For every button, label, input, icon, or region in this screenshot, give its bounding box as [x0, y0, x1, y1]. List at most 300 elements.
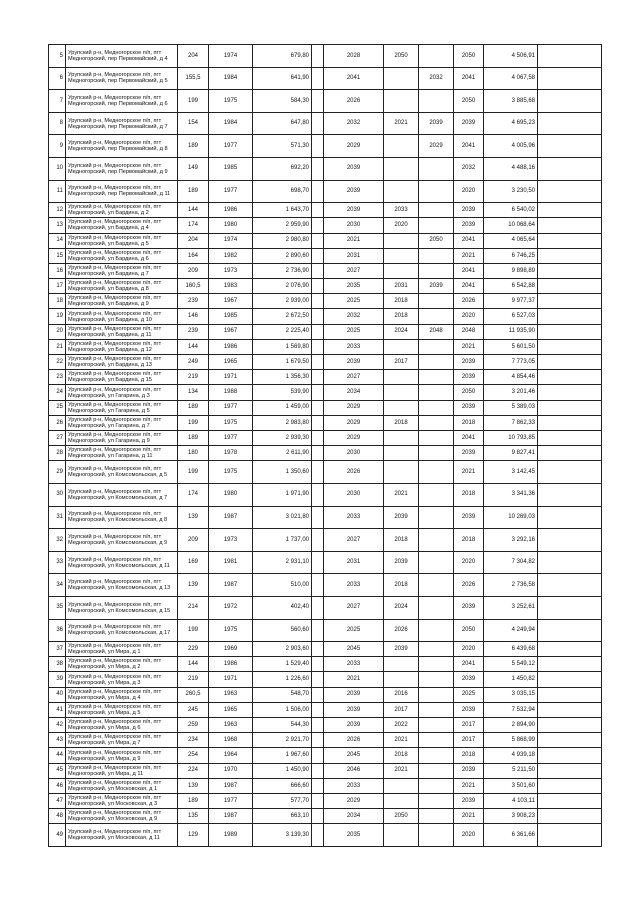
row-number: 39	[49, 672, 66, 687]
area-code-cell: 160,5	[178, 279, 209, 294]
area-cell: 2 983,80	[253, 415, 312, 430]
empty-cell	[538, 778, 602, 793]
table-row	[49, 294, 602, 309]
area-code-cell: 174	[178, 218, 209, 233]
year-cell: 1977	[209, 793, 253, 808]
year-col-2-cell	[384, 778, 419, 793]
empty-cell	[312, 446, 324, 461]
table-row	[49, 263, 602, 278]
empty-cell	[538, 446, 602, 461]
area-code-cell: 144	[178, 657, 209, 672]
table-row	[49, 687, 602, 702]
area-cell: 1 643,70	[253, 203, 312, 218]
row-number: 10	[49, 157, 66, 180]
address-cell: Урупский р-н, Медногорское п/п, пгт Медногорский, пер Первомайский, д 7	[66, 112, 178, 135]
row-number: 46	[49, 778, 66, 793]
year-col-4-cell: 2041	[454, 279, 484, 294]
address-cell: Урупский р-н, Медногорское п/п, пгт Медногорский, ул Мира, д 3	[66, 672, 178, 687]
value-cell: 3 292,16	[484, 529, 538, 552]
row-number: 37	[49, 642, 66, 657]
year-col-1-cell: 2045	[324, 748, 384, 763]
year-col-2-cell: 2024	[384, 324, 419, 339]
address-cell: Урупский р-н, Медногорское п/п, пгт Медногорский, ул Гагарина, д 9	[66, 430, 178, 445]
value-cell: 6 527,03	[484, 309, 538, 324]
row-number: 20	[49, 324, 66, 339]
area-code-cell: 254	[178, 748, 209, 763]
area-code-cell: 199	[178, 90, 209, 113]
year-cell: 1974	[209, 45, 253, 68]
area-cell: 666,60	[253, 778, 312, 793]
value-cell: 3 252,61	[484, 596, 538, 619]
empty-cell	[312, 135, 324, 158]
address-cell: Урупский р-н, Медногорское п/п, пгт Медногорский, ул Бардина, д 12	[66, 339, 178, 354]
empty-cell	[312, 483, 324, 506]
area-cell: 577,70	[253, 793, 312, 808]
empty-cell	[538, 718, 602, 733]
area-cell: 1 971,90	[253, 483, 312, 506]
year-cell: 1970	[209, 763, 253, 778]
value-cell: 6 542,88	[484, 279, 538, 294]
year-col-1-cell: 2025	[324, 294, 384, 309]
row-number: 44	[49, 748, 66, 763]
table-row	[49, 203, 602, 218]
address-cell: Урупский р-н, Медногорское п/п, пгт Медногорский, ул Комсомольская, д 9	[66, 529, 178, 552]
year-col-2-cell: 2018	[384, 574, 419, 597]
year-col-1-cell: 2025	[324, 619, 384, 642]
year-cell: 1972	[209, 596, 253, 619]
year-col-4-cell: 2025	[454, 687, 484, 702]
empty-cell	[538, 294, 602, 309]
value-cell: 9 827,41	[484, 446, 538, 461]
empty-cell	[312, 309, 324, 324]
year-col-2-cell: 2021	[384, 763, 419, 778]
empty-cell	[538, 90, 602, 113]
empty-cell	[538, 248, 602, 263]
value-cell: 1 450,82	[484, 672, 538, 687]
year-col-2-cell	[384, 657, 419, 672]
value-cell: 4 067,58	[484, 67, 538, 90]
address-cell: Урупский р-н, Медногорское п/п, пгт Медногорский, ул Мира, д 7	[66, 733, 178, 748]
row-number: 41	[49, 702, 66, 717]
empty-cell	[312, 733, 324, 748]
table-row	[49, 90, 602, 113]
value-cell: 7 773,05	[484, 355, 538, 370]
year-col-2-cell: 2018	[384, 294, 419, 309]
row-number: 5	[49, 45, 66, 68]
empty-cell	[538, 233, 602, 248]
table-row	[49, 355, 602, 370]
address-cell: Урупский р-н, Медногорское п/п, пгт Медногорский, ул Гагарина, д 7	[66, 415, 178, 430]
value-cell: 9 977,37	[484, 294, 538, 309]
row-number: 9	[49, 135, 66, 158]
area-code-cell: 139	[178, 506, 209, 529]
row-number: 28	[49, 446, 66, 461]
area-code-cell: 189	[178, 793, 209, 808]
address-cell: Урупский р-н, Медногорское п/п, пгт Медногорский, ул Бардина, д 13	[66, 355, 178, 370]
year-col-3-cell: 2039	[419, 279, 454, 294]
empty-cell	[538, 385, 602, 400]
year-col-3-cell	[419, 619, 454, 642]
year-col-3-cell: 2039	[419, 112, 454, 135]
value-cell: 11 935,90	[484, 324, 538, 339]
year-col-2-cell	[384, 430, 419, 445]
value-cell: 4 005,96	[484, 135, 538, 158]
value-cell: 6 439,68	[484, 642, 538, 657]
year-col-4-cell: 2050	[454, 45, 484, 68]
year-cell: 1983	[209, 279, 253, 294]
year-col-1-cell: 2029	[324, 415, 384, 430]
area-code-cell: 209	[178, 263, 209, 278]
year-cell: 1971	[209, 672, 253, 687]
area-cell: 510,00	[253, 574, 312, 597]
year-col-3-cell	[419, 45, 454, 68]
row-number: 14	[49, 233, 66, 248]
year-cell: 1973	[209, 529, 253, 552]
row-number: 35	[49, 596, 66, 619]
address-cell: Урупский р-н, Медногорское п/п, пгт Медногорский, пер Первомайский, д 5	[66, 67, 178, 90]
year-col-4-cell: 2050	[454, 385, 484, 400]
year-col-2-cell	[384, 263, 419, 278]
area-cell: 2 672,50	[253, 309, 312, 324]
year-col-4-cell: 2039	[454, 793, 484, 808]
area-cell: 641,90	[253, 67, 312, 90]
year-cell: 1977	[209, 400, 253, 415]
empty-cell	[312, 642, 324, 657]
year-col-1-cell: 2046	[324, 763, 384, 778]
area-code-cell: 139	[178, 574, 209, 597]
year-col-4-cell: 2020	[454, 309, 484, 324]
address-cell: Урупский р-н, Медногорское п/п, пгт Медногорский, ул Бардина, д 15	[66, 370, 178, 385]
year-col-3-cell	[419, 596, 454, 619]
area-code-cell: 189	[178, 180, 209, 203]
address-cell: Урупский р-н, Медногорское п/п, пгт Медногорский, ул Московская, д 9	[66, 809, 178, 824]
empty-cell	[538, 180, 602, 203]
address-cell: Урупский р-н, Медногорское п/п, пгт Медногорский, пер Первомайский, д 8	[66, 135, 178, 158]
empty-cell	[312, 45, 324, 68]
table-row	[49, 596, 602, 619]
year-col-3-cell	[419, 370, 454, 385]
address-cell: Урупский р-н, Медногорское п/п, пгт Медногорский, ул Мира, д 9	[66, 748, 178, 763]
row-number: 27	[49, 430, 66, 445]
year-col-4-cell: 2017	[454, 733, 484, 748]
table-row	[49, 180, 602, 203]
year-col-2-cell	[384, 446, 419, 461]
empty-cell	[312, 385, 324, 400]
row-number: 31	[49, 506, 66, 529]
address-cell: Урупский р-н, Медногорское п/п, пгт Медногорский, ул Бардина, д 11	[66, 324, 178, 339]
row-number: 49	[49, 824, 66, 847]
year-cell: 1987	[209, 506, 253, 529]
year-cell: 1977	[209, 135, 253, 158]
year-col-3-cell	[419, 203, 454, 218]
value-cell: 10 068,64	[484, 218, 538, 233]
year-col-4-cell: 2039	[454, 218, 484, 233]
year-col-4-cell: 2020	[454, 180, 484, 203]
year-col-4-cell: 2020	[454, 642, 484, 657]
area-code-cell: 204	[178, 45, 209, 68]
year-cell: 1980	[209, 218, 253, 233]
value-cell: 4 488,16	[484, 157, 538, 180]
year-col-3-cell	[419, 385, 454, 400]
value-cell: 5 601,50	[484, 339, 538, 354]
row-number: 40	[49, 687, 66, 702]
year-col-3-cell	[419, 824, 454, 847]
year-col-1-cell: 2034	[324, 385, 384, 400]
year-col-4-cell: 2041	[454, 430, 484, 445]
value-cell: 4 249,94	[484, 619, 538, 642]
area-code-cell: 154	[178, 112, 209, 135]
row-number: 6	[49, 67, 66, 90]
year-col-3-cell	[419, 180, 454, 203]
value-cell: 10 269,03	[484, 506, 538, 529]
year-col-4-cell: 2021	[454, 461, 484, 484]
value-cell: 4 939,18	[484, 748, 538, 763]
area-code-cell: 144	[178, 339, 209, 354]
empty-cell	[312, 529, 324, 552]
value-cell: 6 746,25	[484, 248, 538, 263]
year-col-1-cell: 2039	[324, 687, 384, 702]
address-cell: Урупский р-н, Медногорское п/п, пгт Медногорский, ул Мира, д 6	[66, 718, 178, 733]
empty-cell	[312, 218, 324, 233]
empty-cell	[538, 642, 602, 657]
year-col-4-cell: 2041	[454, 135, 484, 158]
empty-cell	[538, 824, 602, 847]
area-cell: 1 459,00	[253, 400, 312, 415]
table-row	[49, 461, 602, 484]
area-code-cell: 199	[178, 619, 209, 642]
row-number: 30	[49, 483, 66, 506]
year-col-2-cell: 2021	[384, 112, 419, 135]
empty-cell	[312, 657, 324, 672]
row-number: 34	[49, 574, 66, 597]
value-cell: 9 898,89	[484, 263, 538, 278]
table-row	[49, 446, 602, 461]
year-col-3-cell	[419, 430, 454, 445]
year-cell: 1982	[209, 248, 253, 263]
value-cell: 5 868,99	[484, 733, 538, 748]
year-cell: 1965	[209, 702, 253, 717]
table-row	[49, 157, 602, 180]
empty-cell	[538, 551, 602, 574]
table-row	[49, 279, 602, 294]
year-col-4-cell: 2041	[454, 233, 484, 248]
year-col-2-cell	[384, 400, 419, 415]
area-code-cell: 219	[178, 672, 209, 687]
year-cell: 1973	[209, 263, 253, 278]
year-col-4-cell: 2020	[454, 551, 484, 574]
row-number: 48	[49, 809, 66, 824]
value-cell: 3 885,68	[484, 90, 538, 113]
year-col-3-cell	[419, 506, 454, 529]
year-col-4-cell: 2039	[454, 355, 484, 370]
empty-cell	[312, 763, 324, 778]
year-col-2-cell	[384, 385, 419, 400]
empty-cell	[312, 339, 324, 354]
year-col-1-cell: 2027	[324, 529, 384, 552]
year-cell: 1967	[209, 324, 253, 339]
year-col-3-cell	[419, 90, 454, 113]
table-row	[49, 529, 602, 552]
year-col-1-cell: 2045	[324, 642, 384, 657]
area-cell: 692,20	[253, 157, 312, 180]
year-col-1-cell: 2032	[324, 309, 384, 324]
year-cell: 1964	[209, 748, 253, 763]
address-cell: Урупский р-н, Медногорское п/п, пгт Медногорский, пер Первомайский, д 6	[66, 90, 178, 113]
year-col-1-cell: 2039	[324, 718, 384, 733]
year-col-2-cell: 2039	[384, 551, 419, 574]
area-code-cell: 239	[178, 324, 209, 339]
year-cell: 1981	[209, 551, 253, 574]
table-row	[49, 45, 602, 68]
year-col-4-cell: 2017	[454, 718, 484, 733]
table-row	[49, 619, 602, 642]
year-col-1-cell: 2026	[324, 461, 384, 484]
area-cell: 2 890,60	[253, 248, 312, 263]
year-col-3-cell	[419, 657, 454, 672]
value-cell: 4 065,64	[484, 233, 538, 248]
year-col-2-cell	[384, 135, 419, 158]
area-code-cell: 155,5	[178, 67, 209, 90]
address-cell: Урупский р-н, Медногорское п/п, пгт Медногорский, ул Московская, д 11	[66, 824, 178, 847]
value-cell: 6 540,02	[484, 203, 538, 218]
area-code-cell: 234	[178, 733, 209, 748]
empty-cell	[538, 529, 602, 552]
year-col-2-cell: 2039	[384, 506, 419, 529]
value-cell: 2 894,90	[484, 718, 538, 733]
value-cell: 3 142,45	[484, 461, 538, 484]
value-cell: 6 361,66	[484, 824, 538, 847]
year-col-1-cell: 2025	[324, 324, 384, 339]
empty-cell	[312, 702, 324, 717]
area-cell: 548,70	[253, 687, 312, 702]
year-col-3-cell	[419, 400, 454, 415]
year-col-4-cell: 2039	[454, 763, 484, 778]
empty-cell	[538, 263, 602, 278]
year-col-2-cell	[384, 370, 419, 385]
empty-cell	[538, 67, 602, 90]
year-col-4-cell: 2039	[454, 702, 484, 717]
year-col-3-cell	[419, 793, 454, 808]
table-row	[49, 233, 602, 248]
year-col-4-cell: 2039	[454, 672, 484, 687]
row-number: 36	[49, 619, 66, 642]
year-col-4-cell: 2050	[454, 90, 484, 113]
empty-cell	[538, 672, 602, 687]
year-col-2-cell	[384, 248, 419, 263]
row-number: 18	[49, 294, 66, 309]
year-cell: 1984	[209, 112, 253, 135]
empty-cell	[312, 180, 324, 203]
year-col-1-cell: 2031	[324, 551, 384, 574]
table-row	[49, 400, 602, 415]
address-cell: Урупский р-н, Медногорское п/п, пгт Медногорский, ул Комсомольская, д 11	[66, 551, 178, 574]
year-col-3-cell	[419, 157, 454, 180]
year-col-3-cell	[419, 339, 454, 354]
year-cell: 1975	[209, 415, 253, 430]
empty-cell	[312, 112, 324, 135]
year-col-4-cell: 2026	[454, 294, 484, 309]
area-cell: 698,70	[253, 180, 312, 203]
year-col-1-cell: 2028	[324, 45, 384, 68]
year-cell: 1977	[209, 430, 253, 445]
row-number: 43	[49, 733, 66, 748]
area-cell: 1 350,60	[253, 461, 312, 484]
empty-cell	[312, 90, 324, 113]
year-col-3-cell	[419, 763, 454, 778]
area-code-cell: 189	[178, 430, 209, 445]
year-col-3-cell	[419, 718, 454, 733]
year-cell: 1975	[209, 90, 253, 113]
empty-cell	[538, 596, 602, 619]
year-col-4-cell: 2021	[454, 778, 484, 793]
area-cell: 3 139,30	[253, 824, 312, 847]
row-number: 25	[49, 400, 66, 415]
address-cell: Урупский р-н, Медногорское п/п, пгт Медногорский, ул Бардина, д 8	[66, 279, 178, 294]
address-cell: Урупский р-н, Медногорское п/п, пгт Медногорский, ул Комсомольская, д 8	[66, 506, 178, 529]
table-row	[49, 483, 602, 506]
year-col-4-cell: 2039	[454, 370, 484, 385]
year-cell: 1975	[209, 619, 253, 642]
year-cell: 1963	[209, 687, 253, 702]
year-col-1-cell: 2033	[324, 506, 384, 529]
value-cell: 3 230,50	[484, 180, 538, 203]
year-col-4-cell: 2039	[454, 203, 484, 218]
year-col-3-cell: 2050	[419, 233, 454, 248]
empty-cell	[538, 506, 602, 529]
year-col-1-cell: 2030	[324, 218, 384, 233]
row-number: 15	[49, 248, 66, 263]
area-cell: 2 939,00	[253, 294, 312, 309]
year-cell: 1986	[209, 657, 253, 672]
area-cell: 2 076,90	[253, 279, 312, 294]
empty-cell	[312, 233, 324, 248]
year-cell: 1984	[209, 67, 253, 90]
empty-cell	[312, 157, 324, 180]
empty-cell	[538, 370, 602, 385]
year-col-2-cell: 2033	[384, 203, 419, 218]
year-col-4-cell: 2039	[454, 446, 484, 461]
area-code-cell: 239	[178, 294, 209, 309]
year-col-4-cell: 2018	[454, 415, 484, 430]
area-cell: 2 959,90	[253, 218, 312, 233]
area-code-cell: 260,5	[178, 687, 209, 702]
row-number: 13	[49, 218, 66, 233]
year-cell: 1980	[209, 483, 253, 506]
empty-cell	[538, 702, 602, 717]
year-col-3-cell	[419, 294, 454, 309]
value-cell: 7 862,33	[484, 415, 538, 430]
year-col-1-cell: 2033	[324, 339, 384, 354]
year-col-2-cell	[384, 461, 419, 484]
area-code-cell: 209	[178, 529, 209, 552]
year-cell: 1969	[209, 642, 253, 657]
empty-cell	[538, 218, 602, 233]
area-cell: 402,40	[253, 596, 312, 619]
table-row	[49, 385, 602, 400]
year-col-4-cell: 2039	[454, 112, 484, 135]
year-col-2-cell	[384, 233, 419, 248]
area-code-cell: 146	[178, 309, 209, 324]
empty-cell	[312, 551, 324, 574]
year-col-1-cell: 2039	[324, 702, 384, 717]
row-number: 11	[49, 180, 66, 203]
year-col-2-cell: 2018	[384, 309, 419, 324]
area-code-cell: 219	[178, 370, 209, 385]
year-col-3-cell	[419, 415, 454, 430]
year-col-1-cell: 2032	[324, 112, 384, 135]
year-col-1-cell: 2034	[324, 809, 384, 824]
address-cell: Урупский р-н, Медногорское п/п, пгт Медногорский, пер Первомайский, д 11	[66, 180, 178, 203]
